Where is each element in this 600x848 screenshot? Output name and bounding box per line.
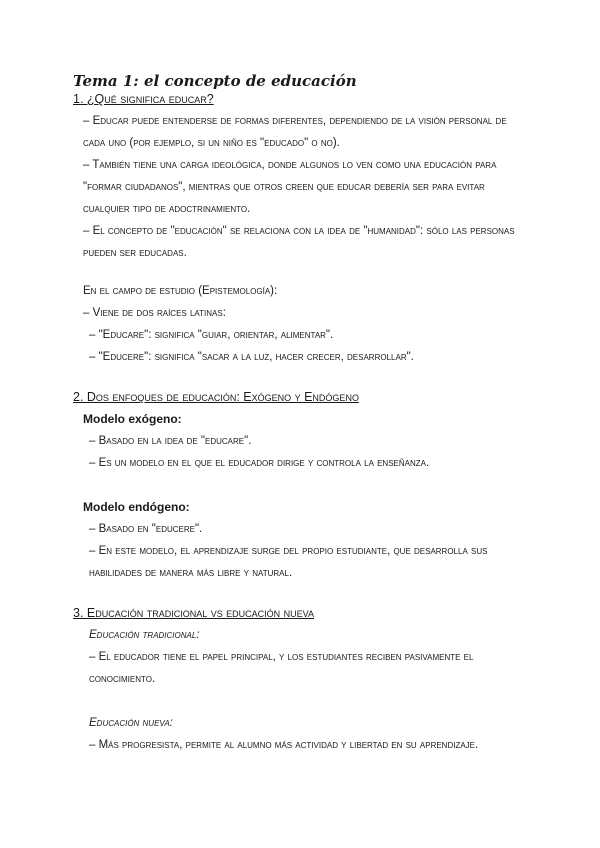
- list-item: – Basado en la idea de "educare".: [89, 435, 252, 447]
- list-item: – Basado en "educere".: [89, 523, 203, 535]
- page-title: Tema 1: el concepto de educación: [73, 72, 357, 90]
- paragraph: En el campo de estudio (Epistemología):: [83, 285, 278, 297]
- paragraph: – También tiene una carga ideológica, donde algunos lo ven como una educación para "formar ciudadanos", mientras que otros creen que educar debería ser para evitar cualquier tipo de adoctrinamiento.: [83, 159, 497, 215]
- subheading: Modelo endógeno:: [83, 500, 190, 514]
- list-item: – Es un modelo en el que el educador dirige y controla la enseñanza.: [89, 457, 430, 469]
- list-item: – "Educere": significa "sacar a la luz, hacer crecer, desarrollar".: [89, 351, 414, 363]
- list-item: – Viene de dos raíces latinas:: [83, 307, 226, 319]
- section-3-heading: 3. Educación tradicional vs educación nueva: [73, 606, 314, 620]
- section-2-heading: 2. Dos enfoques de educación: Exógeno y Endógeno: [73, 390, 359, 404]
- list-item: – Más progresista, permite al alumno más actividad y libertad en su aprendizaje.: [89, 739, 479, 751]
- list-item: – "Educare": significa "guiar, orientar, alimentar".: [89, 329, 334, 341]
- list-item: – En este modelo, el aprendizaje surge del propio estudiante, que desarrolla sus habilidades de manera más libre y natural.: [89, 545, 488, 579]
- list-item: – El educador tiene el papel principal, y los estudiantes reciben pasivamente el conocimiento.: [89, 651, 474, 685]
- section-1-heading: 1. ¿Qué significa educar?: [73, 92, 214, 106]
- paragraph: – El concepto de "educación" se relaciona con la idea de "humanidad": sólo las personas pueden ser educadas.: [83, 225, 515, 259]
- subheading: Modelo exógeno:: [83, 412, 182, 426]
- subheading: Educación tradicional:: [89, 629, 200, 641]
- paragraph: – Educar puede entenderse de formas diferentes, dependiendo de la visión personal de cada uno (por ejemplo, si un niño es "educado" o no).: [83, 115, 507, 149]
- subheading: Educación nueva:: [89, 717, 173, 729]
